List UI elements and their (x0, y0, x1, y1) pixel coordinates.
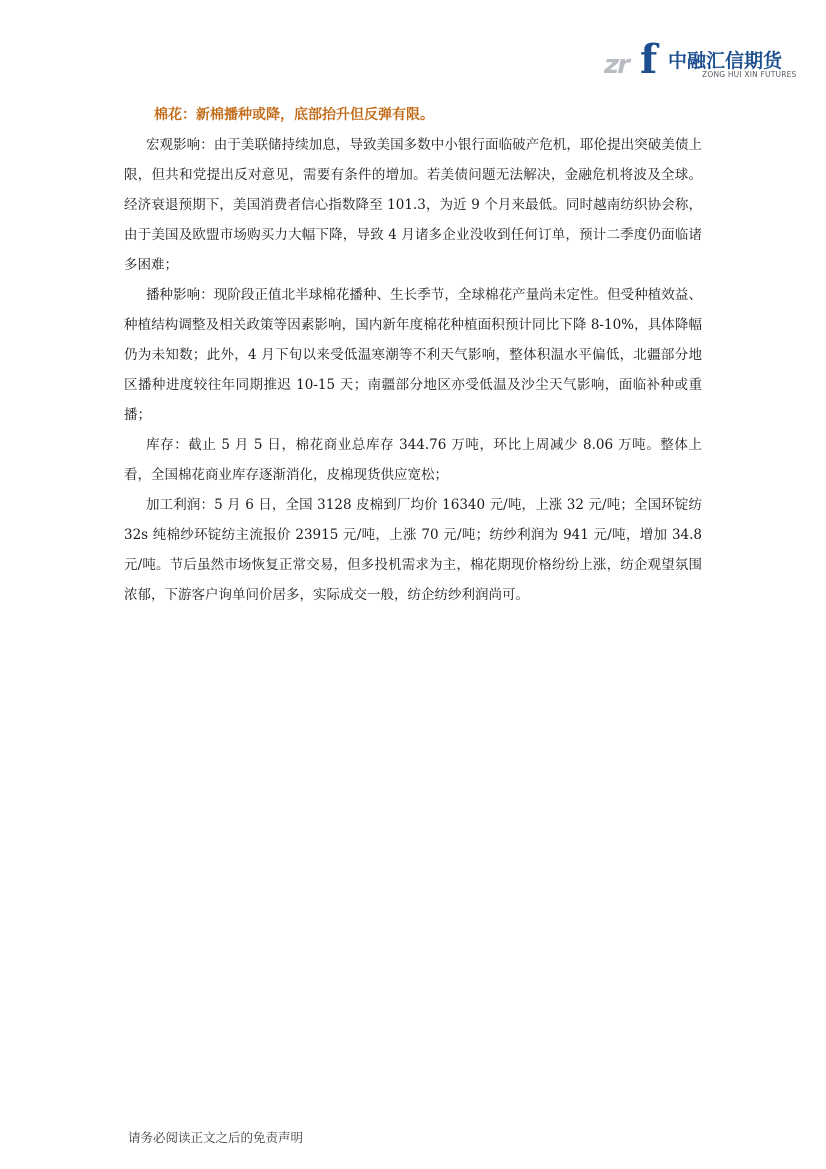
article-body (124, 100, 702, 610)
company-name-en: ZONG HUI XIN FUTURES (702, 70, 797, 79)
paragraph-profit: 加工利润：5 月 6 日，全国 3128 皮棉到厂均价 16340 元/吨，上涨 32 元/吨；全国环锭纺 32s 纯棉纱环锭纺主流报价 23915 元/吨，上涨 70 元/吨；纺纱利润为 941 元/吨，增加 34.8 元/吨。节后虽然市场恢复正常交易，但多投机需求为主，棉花期现价格纷纷上涨，纺企观望氛围浓郁，下游客户询单问价居多，实际成交一般，纺企纺纱利润尚可。 (124, 497, 702, 603)
paragraph-inventory: 库存：截止 5 月 5 日，棉花商业总库存 344.76 万吨，环比上周减少 8.06 万吨。整体上看，全国棉花商业库存逐渐消化，皮棉现货供应宽松； (124, 437, 702, 483)
paragraph-macro: 宏观影响：由于美联储持续加息，导致美国多数中小银行面临破产危机，耶伦提出突破美债上限，但共和党提出反对意见，需要有条件的增加。若美债问题无法解决，金融危机将波及全球。经济衰退预期下，美国消费者信心指数降至 101.3，为近 9 个月来最低。同时越南纺织协会称，由于美国及欧盟市场购买力大幅下降，导致 4 月诸多企业没收到任何订单，预计二季度仍面临诸多困难； (124, 137, 702, 273)
logo-mark: zr (604, 50, 628, 80)
company-logo (604, 36, 797, 83)
disclaimer-note: 请务必阅读正文之后的免责声明 (128, 1130, 304, 1145)
logo-f-icon: f (640, 36, 658, 83)
section-heading: 棉花：新棉播种或降，底部抬升但反弹有限。 (154, 107, 434, 123)
paragraph-sowing: 播种影响：现阶段正值北半球棉花播种、生长季节，全球棉花产量尚未定性。但受种植效益、种植结构调整及相关政策等因素影响，国内新年度棉花种植面积预计同比下降 8-10%，具体降幅仍为未知数；此外，4 月下旬以来受低温寒潮等不利天气影响，整体积温水平偏低，北疆部分地区播种进度较往年同期推迟 10-15 天；南疆部分地区亦受低温及沙尘天气影响，面临补种或重播； (124, 287, 702, 423)
company-name-cn: 中融汇信期货 (668, 50, 783, 72)
